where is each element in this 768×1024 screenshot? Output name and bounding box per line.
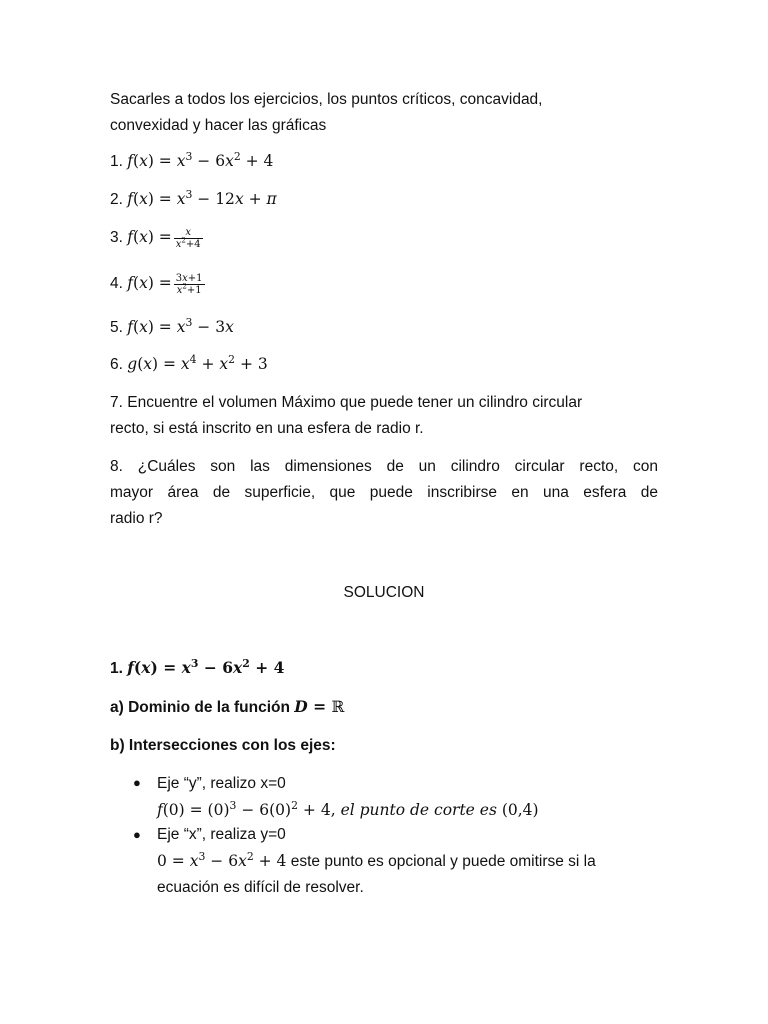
exercise-6 (110, 351, 658, 378)
solution-formula: $f(x) = x^3 - 6x^2 + 4$ (127, 656, 285, 677)
bullet-1-text: el punto de corte es (340, 801, 497, 819)
exercise-formula: $f(x) = x^3 - 3x$ (127, 315, 234, 336)
exercise-4 (110, 270, 658, 297)
exercise-5 (110, 314, 658, 341)
problem-7 (110, 390, 658, 442)
intersections-label: b) Intersecciones con los ejes: (110, 737, 336, 754)
solution-1-title (110, 655, 658, 682)
intro-line-2: convexidad y hacer las gráficas (110, 117, 327, 134)
bullet-2-text: este punto es opcional y puede omitirse si la (290, 853, 596, 870)
exercise-formula: f(x) = $\frac{3x+1}{x^2+1}$ (127, 272, 203, 296)
bullet-2-title: Eje “x”, realiza y=0 (157, 826, 286, 843)
solution-number: 1. (110, 660, 123, 677)
solution-heading: SOLUCION (343, 584, 425, 601)
problem-8-line-2: mayor área de superficie, que puede inscribirse en una esfera de (110, 484, 658, 501)
intro-paragraph (110, 87, 658, 139)
exercise-formula: f(x) = $\frac{x}{x^2+4}$ (127, 226, 201, 250)
exercise-number: 5. (110, 319, 123, 336)
exercise-formula: $f(x) = x^3 - 12x + \pi$ (127, 187, 277, 208)
exercise-2 (110, 186, 658, 213)
exercise-number: 4. (110, 275, 123, 292)
domain-formula: D = ℝ (294, 697, 345, 716)
exercise-number: 1. (110, 153, 123, 170)
exercise-1 (110, 148, 658, 175)
exercise-number: 3. (110, 229, 123, 246)
bullet-1-marker: ● (133, 775, 141, 790)
exercise-formula: $f(x) = x^3 - 6x^2 + 4$ (127, 149, 274, 170)
problem-7-line-2: recto, si está inscrito en una esfera de radio r. (110, 420, 424, 437)
bullet-2-marker: ● (133, 827, 141, 842)
bullet-1-title: Eje “y”, realizo x=0 (157, 775, 286, 792)
exercise-number: 6. (110, 356, 123, 373)
domain-line (110, 694, 658, 721)
exercise-3 (110, 224, 658, 251)
exercise-number: 2. (110, 191, 123, 208)
domain-label: a) Dominio de la función (110, 699, 290, 716)
problem-8 (110, 454, 658, 532)
bullet-1-equation: $f(0) = (0)^3 - 6(0)^2 + 4$, el punto de corte es (0,4) (157, 798, 539, 819)
exercise-formula: $g(x) = x^4 + x^2 + 3$ (127, 352, 268, 373)
bullet-2 (157, 822, 659, 901)
problem-8-line-3: radio r? (110, 510, 163, 527)
intro-line-1: Sacarles a todos los ejercicios, los puntos críticos, concavidad, (110, 91, 543, 108)
bullet-1 (157, 771, 659, 824)
bullet-2-equation: $0 = x^3 - 6x^2 + 4$ este punto es opcional y puede omitirse si la (157, 849, 596, 870)
bullet-2-line-2: ecuación es difícil de resolver. (157, 879, 364, 896)
problem-8-line-1: 8. ¿Cuáles son las dimensiones de un cilindro circular recto, con (110, 458, 658, 475)
problem-7-line-1: 7. Encuentre el volumen Máximo que puede tener un cilindro circular (110, 394, 583, 411)
